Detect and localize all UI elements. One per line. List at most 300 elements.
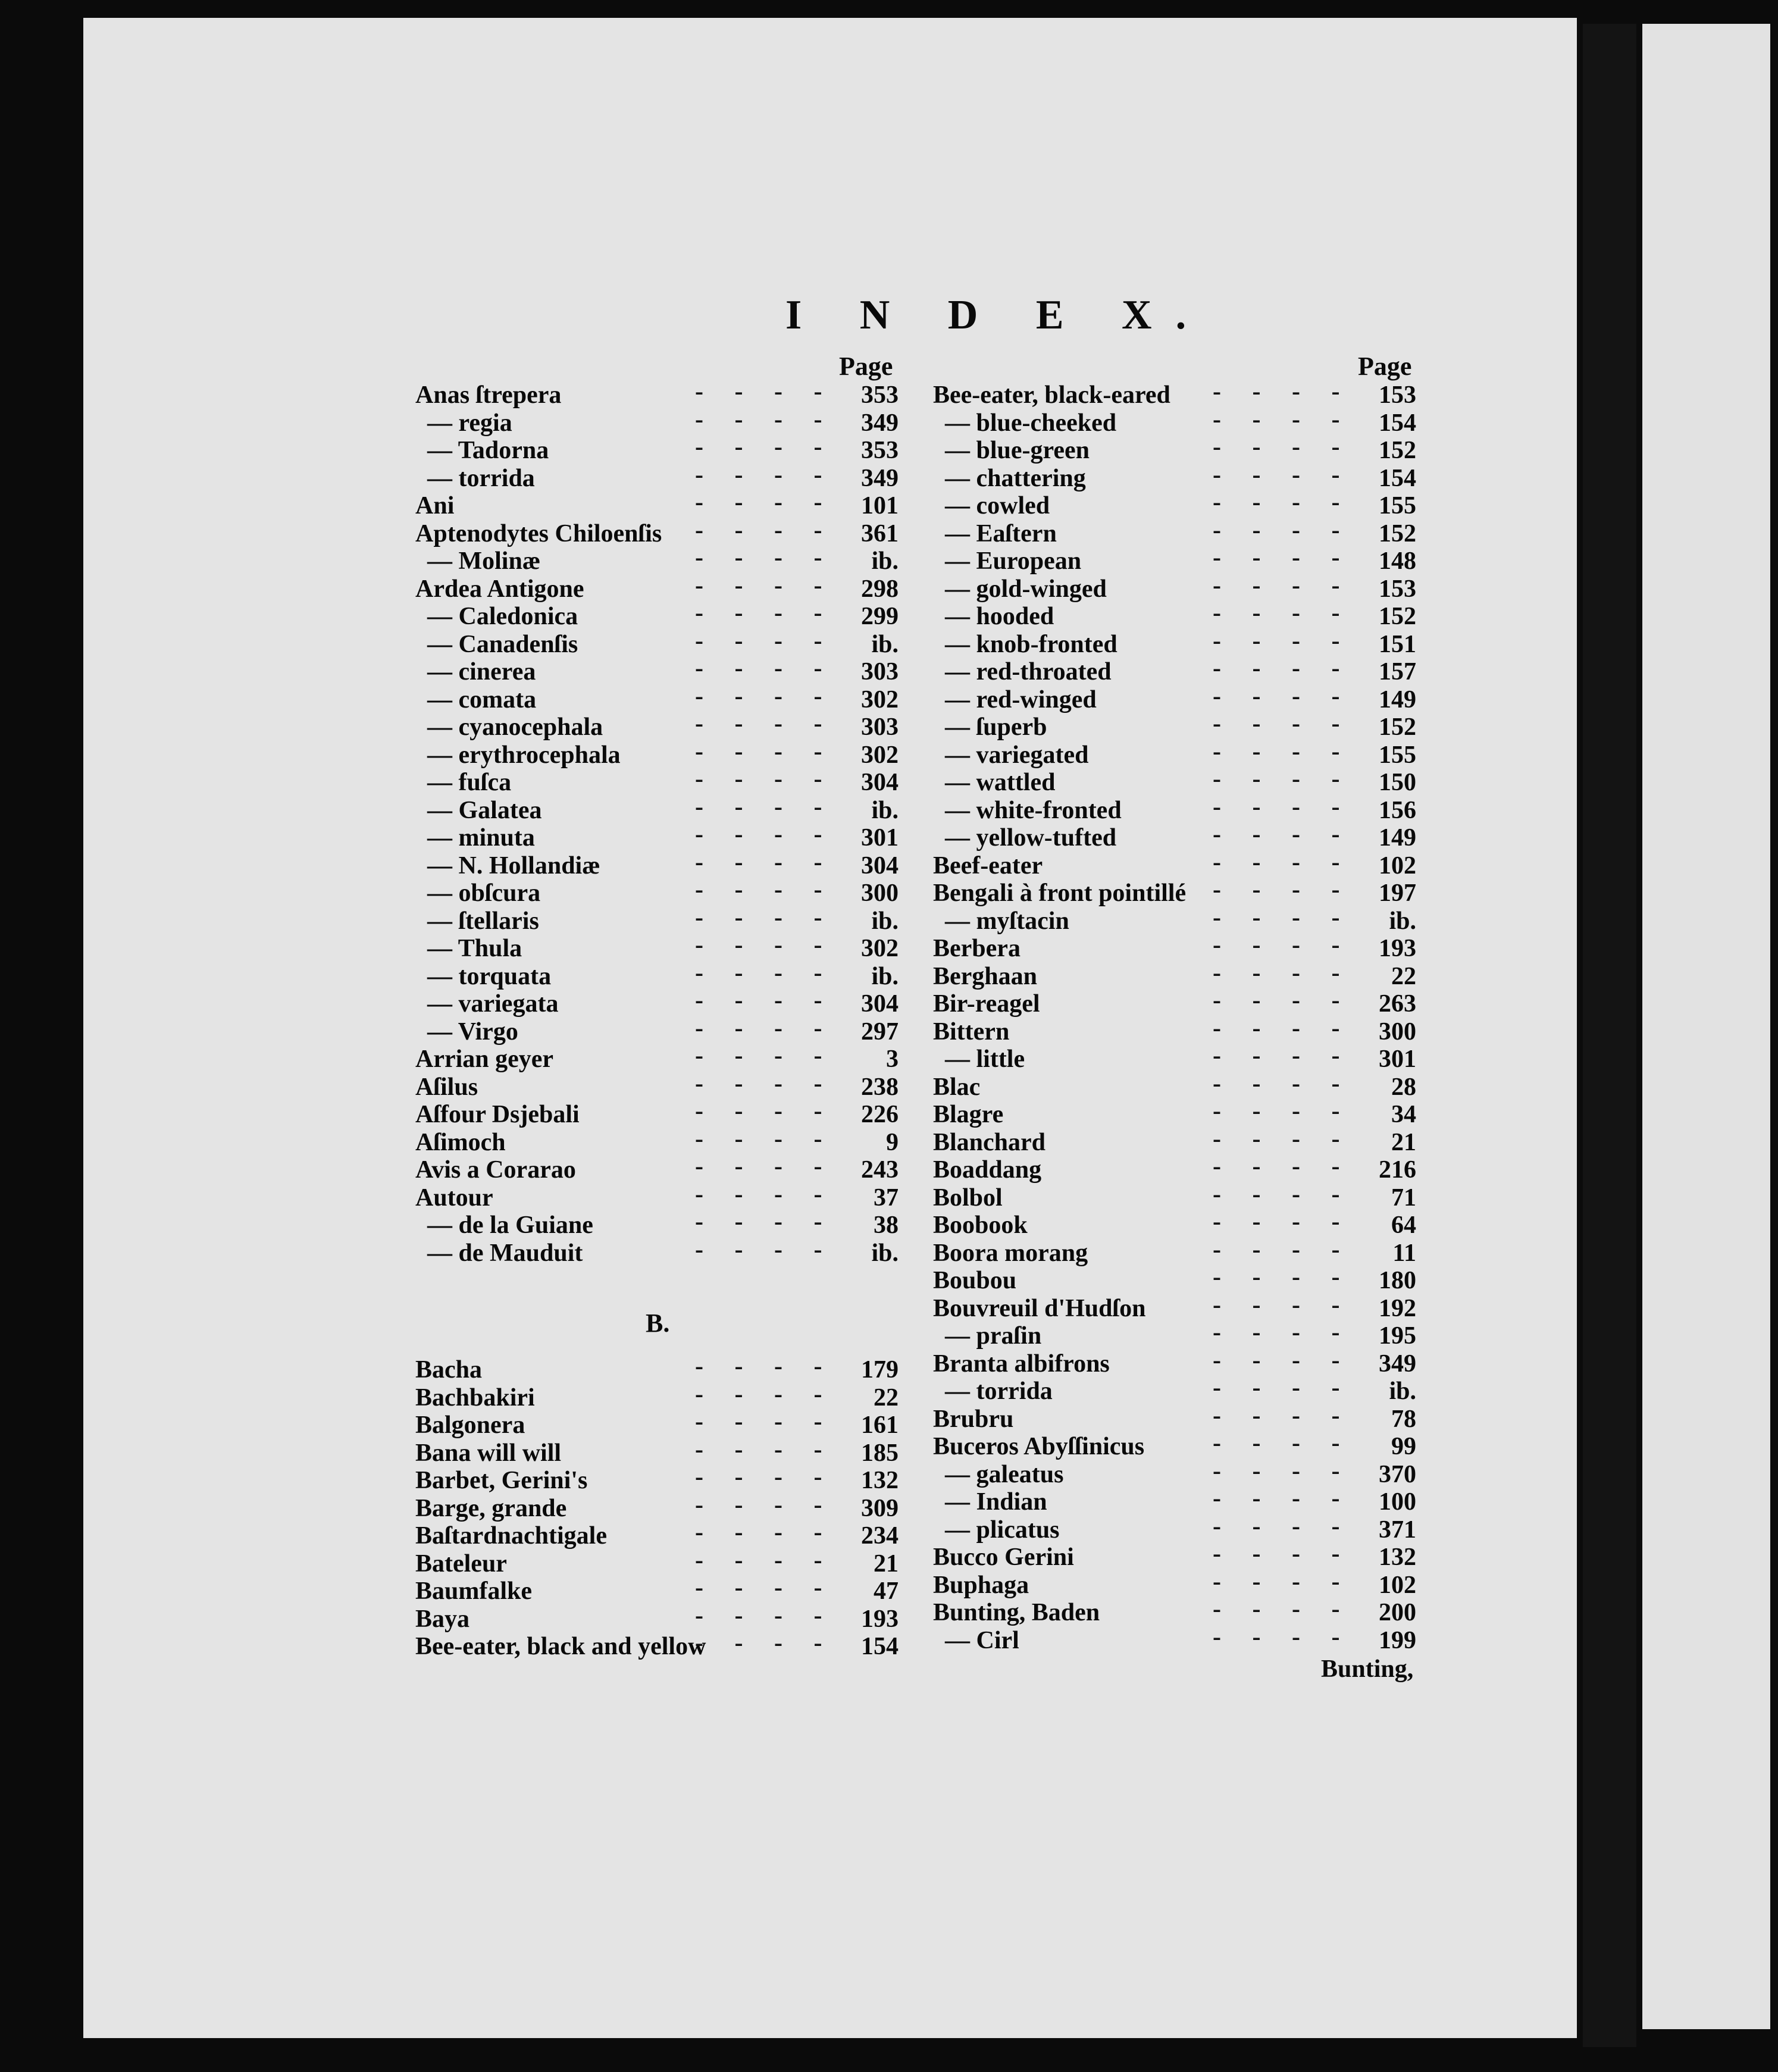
index-entry [933, 821, 1421, 852]
entry-term: Bunting, Baden [933, 1599, 1100, 1626]
section-letter-b: B. [646, 1309, 670, 1338]
entry-page-number: 149 [1379, 686, 1416, 713]
index-entry [415, 1097, 903, 1128]
leader-dashes: - - - - [695, 1153, 822, 1180]
entry-page-number: 234 [861, 1522, 899, 1550]
entry-term: — white-fronted [945, 796, 1122, 824]
entry-term: — torrida [427, 464, 535, 492]
entry-page-number: 155 [1379, 741, 1416, 769]
leader-dashes: - - - - [1213, 737, 1340, 765]
index-entry [415, 959, 903, 990]
entry-term: — Indian [945, 1488, 1047, 1516]
leader-dashes: - - - - [1213, 1595, 1340, 1623]
leader-dashes: - - - - [1213, 599, 1340, 627]
entry-page-number: 304 [861, 769, 899, 796]
leader-dashes: - - - - [695, 544, 822, 571]
entry-page-number: 152 [1379, 603, 1416, 630]
entry-page-number: 22 [874, 1384, 899, 1411]
leader-dashes: - - - - [1213, 682, 1340, 710]
entry-term: Aſfour Dsjebali [415, 1101, 580, 1128]
leader-dashes: - - - - [1213, 959, 1340, 987]
entry-term: — erythrocephala [427, 741, 621, 769]
leader-dashes: - - - - [695, 1069, 822, 1097]
index-entry [933, 1429, 1421, 1460]
entry-term: — de Mauduit [427, 1239, 583, 1267]
leader-dashes: - - - - [1213, 987, 1340, 1014]
entry-term: Buceros Abyſſinicus [933, 1433, 1145, 1460]
index-entry [415, 1601, 903, 1633]
right-index-column [933, 378, 1421, 1654]
entry-page-number: 297 [861, 1018, 899, 1046]
index-entry [933, 1319, 1421, 1350]
leader-dashes: - - - - [1213, 1069, 1340, 1097]
entry-term: Aſilus [415, 1073, 478, 1101]
leader-dashes: - - - - [695, 1574, 822, 1601]
entry-term: Baſtardnachtigale [415, 1522, 607, 1550]
index-entry [415, 1546, 903, 1578]
entry-term: Berghaan [933, 962, 1038, 990]
entry-page-number: 299 [861, 603, 899, 630]
entry-page-number: 216 [1379, 1156, 1416, 1184]
entry-page-number: 353 [861, 381, 899, 409]
entry-page-number: 11 [1392, 1239, 1416, 1267]
leader-dashes: - - - - [695, 1435, 822, 1463]
entry-page-number: 304 [861, 852, 899, 879]
entry-term: — plicatus [945, 1516, 1060, 1544]
index-entry [415, 1180, 903, 1212]
entry-term: Bee-eater, black and yellow [415, 1633, 706, 1660]
entry-page-number: 38 [874, 1212, 899, 1239]
leader-dashes: - - - - [695, 1463, 822, 1491]
index-entry [933, 1623, 1421, 1654]
index-entry [415, 765, 903, 796]
index-entry [415, 1353, 903, 1384]
index-entry [415, 903, 903, 935]
entry-term: Boora morang [933, 1239, 1088, 1267]
leader-dashes: - - - - [1213, 433, 1340, 461]
index-entry [415, 1042, 903, 1073]
index-entry [933, 1263, 1421, 1294]
index-entry [933, 1208, 1421, 1239]
index-entry [933, 737, 1421, 769]
leader-dashes: - - - - [1213, 1208, 1340, 1235]
leader-dashes: - - - - [695, 627, 822, 655]
entry-term: — yellow-tufted [945, 824, 1117, 852]
index-entry [933, 599, 1421, 630]
leader-dashes: - - - - [1213, 405, 1340, 433]
leader-dashes: - - - - [1213, 1623, 1340, 1651]
leader-dashes: - - - - [695, 1601, 822, 1629]
entry-term: Blagre [933, 1101, 1004, 1128]
entry-term: — knob-fronted [945, 630, 1117, 658]
index-entry [415, 461, 903, 492]
entry-page-number: 152 [1379, 437, 1416, 464]
leader-dashes: - - - - [695, 655, 822, 682]
leader-dashes: - - - - [695, 378, 822, 405]
leader-dashes: - - - - [1213, 1291, 1340, 1319]
leader-dashes: - - - - [1213, 1235, 1340, 1263]
entry-term: Brubru [933, 1405, 1014, 1433]
index-entry [415, 848, 903, 879]
entry-page-number: 22 [1391, 962, 1416, 990]
index-entry [415, 1435, 903, 1467]
index-entry [415, 1235, 903, 1267]
entry-term: Bacha [415, 1356, 483, 1384]
leader-dashes: - - - - [695, 931, 822, 959]
index-entry [933, 1180, 1421, 1212]
leader-dashes: - - - - [1213, 516, 1340, 544]
index-entry [933, 1512, 1421, 1544]
entry-page-number: 349 [861, 464, 899, 492]
index-entry [415, 1491, 903, 1522]
leader-dashes: - - - - [1213, 1540, 1340, 1567]
entry-term: — Galatea [427, 796, 542, 824]
leader-dashes: - - - - [1213, 1014, 1340, 1042]
leader-dashes: - - - - [695, 571, 822, 599]
leader-dashes: - - - - [1213, 848, 1340, 876]
index-entry [415, 627, 903, 658]
entry-term: — blue-cheeked [945, 409, 1117, 437]
entry-term: — hooded [945, 603, 1054, 630]
index-entry [415, 1069, 903, 1101]
leader-dashes: - - - - [695, 987, 822, 1014]
entry-term: Branta albifrons [933, 1350, 1110, 1378]
entry-page-number: 101 [861, 492, 899, 519]
entry-page-number: ib. [1389, 1378, 1416, 1405]
index-entry [415, 710, 903, 741]
entry-page-number: 99 [1391, 1433, 1416, 1460]
entry-term: Boobook [933, 1212, 1028, 1239]
index-entry [415, 876, 903, 907]
index-entry [933, 1014, 1421, 1046]
entry-term: Aſimoch [415, 1128, 506, 1156]
entry-page-number: 154 [1379, 464, 1416, 492]
entry-page-number: 200 [1379, 1599, 1416, 1626]
entry-page-number: 304 [861, 990, 899, 1018]
index-entry [933, 1069, 1421, 1101]
index-entry [933, 544, 1421, 575]
entry-term: — Tadorna [427, 437, 549, 464]
entry-term: — torrida [945, 1378, 1053, 1405]
entry-page-number: 192 [1379, 1294, 1416, 1322]
entry-term: Bir-reagel [933, 990, 1040, 1018]
index-entry [933, 987, 1421, 1018]
index-entry [933, 516, 1421, 547]
leader-dashes: - - - - [695, 489, 822, 516]
entry-page-number: 303 [861, 658, 899, 686]
entry-term: — little [945, 1046, 1025, 1073]
entry-term: Barbet, Gerini's [415, 1467, 588, 1494]
entry-page-number: 100 [1379, 1488, 1416, 1516]
leader-dashes: - - - - [1213, 489, 1340, 516]
entry-page-number: ib. [1389, 907, 1416, 935]
entry-term: — Caledonica [427, 603, 578, 630]
entry-page-number: ib. [871, 796, 899, 824]
leader-dashes: - - - - [1213, 571, 1340, 599]
index-entry [415, 737, 903, 769]
leader-dashes: - - - - [695, 433, 822, 461]
entry-term: Boubou [933, 1267, 1017, 1294]
index-entry [415, 1574, 903, 1605]
entry-term: — Thula [427, 935, 522, 962]
leader-dashes: - - - - [1213, 1567, 1340, 1595]
entry-term: — Canadenſis [427, 630, 578, 658]
entry-page-number: 149 [1379, 824, 1416, 852]
leader-dashes: - - - - [695, 821, 822, 848]
entry-term: — cyanocephala [427, 713, 603, 741]
entry-page-number: 226 [861, 1101, 899, 1128]
leader-dashes: - - - - [1213, 1429, 1340, 1457]
entry-term: — blue-green [945, 437, 1090, 464]
entry-term: Boaddang [933, 1156, 1042, 1184]
leader-dashes: - - - - [1213, 821, 1340, 848]
leader-dashes: - - - - [1213, 876, 1340, 903]
index-entry [415, 1408, 903, 1439]
entry-page-number: 9 [886, 1128, 899, 1156]
leader-dashes: - - - - [1213, 1153, 1340, 1180]
leader-dashes: - - - - [1213, 378, 1340, 405]
entry-page-number: 132 [861, 1467, 899, 1494]
entry-page-number: 238 [861, 1073, 899, 1101]
entry-term: — red-winged [945, 686, 1097, 713]
leader-dashes: - - - - [1213, 1319, 1340, 1346]
entry-term: — variegated [945, 741, 1089, 769]
leader-dashes: - - - - [695, 903, 822, 931]
leader-dashes: - - - - [1213, 1401, 1340, 1429]
entry-page-number: 298 [861, 575, 899, 603]
entry-term: — fuſca [427, 769, 512, 796]
entry-page-number: 152 [1379, 519, 1416, 547]
index-entry [415, 1463, 903, 1494]
entry-term: Avis a Corarao [415, 1156, 576, 1184]
entry-term: — obſcura [427, 879, 541, 907]
index-entry [415, 1629, 903, 1660]
index-entry [933, 378, 1421, 409]
entry-page-number: 303 [861, 713, 899, 741]
index-entry [933, 1153, 1421, 1184]
index-entry [933, 1346, 1421, 1378]
entry-page-number: 102 [1379, 852, 1416, 879]
index-entry [933, 793, 1421, 824]
leader-dashes: - - - - [695, 1097, 822, 1125]
index-entry [933, 931, 1421, 962]
index-entry [415, 544, 903, 575]
entry-term: Berbera [933, 935, 1021, 962]
entry-page-number: 152 [1379, 713, 1416, 741]
index-entry [415, 1153, 903, 1184]
index-entry [933, 1457, 1421, 1488]
entry-term: Beef-eater [933, 852, 1043, 879]
entry-page-number: 195 [1379, 1322, 1416, 1350]
entry-page-number: 180 [1379, 1267, 1416, 1294]
index-entry [933, 959, 1421, 990]
entry-term: Blac [933, 1073, 981, 1101]
entry-term: — N. Hollandiæ [427, 852, 600, 879]
index-entry [415, 821, 903, 852]
leader-dashes: - - - - [695, 1519, 822, 1546]
entry-page-number: 132 [1379, 1544, 1416, 1571]
leader-dashes: - - - - [695, 599, 822, 627]
index-entry [933, 1374, 1421, 1405]
entry-term: — myſtacin [945, 907, 1069, 935]
leader-dashes: - - - - [695, 848, 822, 876]
index-entry [933, 1540, 1421, 1571]
index-entry [933, 1042, 1421, 1073]
entry-page-number: 370 [1379, 1460, 1416, 1488]
entry-page-number: 301 [1379, 1046, 1416, 1073]
left-page-column-head: Page [839, 352, 893, 381]
entry-term: — variegata [427, 990, 559, 1018]
entry-page-number: ib. [871, 907, 899, 935]
entry-term: Barge, grande [415, 1494, 567, 1522]
entry-page-number: 301 [861, 824, 899, 852]
index-entry [933, 848, 1421, 879]
entry-page-number: 353 [861, 437, 899, 464]
entry-term: — comata [427, 686, 537, 713]
entry-term: Bengali à front pointillé [933, 879, 1187, 907]
index-entry [415, 793, 903, 824]
entry-page-number: 37 [874, 1184, 899, 1212]
leader-dashes: - - - - [695, 1014, 822, 1042]
leader-dashes: - - - - [695, 710, 822, 737]
entry-page-number: 349 [861, 409, 899, 437]
leader-dashes: - - - - [695, 876, 822, 903]
entry-page-number: 302 [861, 935, 899, 962]
leader-dashes: - - - - [1213, 1263, 1340, 1291]
index-entry [933, 405, 1421, 437]
entry-page-number: 179 [861, 1356, 899, 1384]
entry-term: — de la Guiane [427, 1212, 593, 1239]
index-entry [933, 1567, 1421, 1599]
index-entry [933, 903, 1421, 935]
leader-dashes: - - - - [1213, 903, 1340, 931]
entry-page-number: 154 [861, 1633, 899, 1660]
index-entry [415, 987, 903, 1018]
entry-term: Buphaga [933, 1571, 1029, 1599]
leader-dashes: - - - - [1213, 1346, 1340, 1374]
leader-dashes: - - - - [695, 1180, 822, 1208]
index-entry [415, 516, 903, 547]
entry-page-number: 300 [861, 879, 899, 907]
entry-page-number: 28 [1391, 1073, 1416, 1101]
entry-term: Anas ſtrepera [415, 381, 562, 409]
index-entry [415, 1519, 903, 1550]
index-entry [415, 571, 903, 603]
entry-page-number: 150 [1379, 769, 1416, 796]
leader-dashes: - - - - [695, 461, 822, 489]
left-index-column [415, 378, 903, 1267]
entry-term: — European [945, 547, 1082, 575]
entry-page-number: 302 [861, 741, 899, 769]
entry-term: — regia [427, 409, 512, 437]
index-entry [933, 1235, 1421, 1267]
entry-page-number: 157 [1379, 658, 1416, 686]
catchword: Bunting, [1321, 1655, 1414, 1683]
entry-term: — Eaſtern [945, 519, 1057, 547]
index-entry [933, 682, 1421, 713]
entry-term: Bee-eater, black-eared [933, 381, 1170, 409]
entry-term: — cinerea [427, 658, 536, 686]
entry-term: — wattled [945, 769, 1056, 796]
leader-dashes: - - - - [1213, 1457, 1340, 1485]
index-entry [933, 765, 1421, 796]
entry-term: Bana will will [415, 1439, 562, 1467]
index-entry [933, 710, 1421, 741]
index-entry [933, 571, 1421, 603]
entry-term: Aptenodytes Chiloenſis [415, 519, 662, 547]
entry-page-number: 193 [1379, 935, 1416, 962]
leader-dashes: - - - - [695, 1380, 822, 1408]
entry-page-number: 193 [861, 1605, 899, 1633]
entry-page-number: 153 [1379, 575, 1416, 603]
entry-page-number: 361 [861, 519, 899, 547]
leader-dashes: - - - - [1213, 1180, 1340, 1208]
index-entry [415, 1380, 903, 1411]
leader-dashes: - - - - [1213, 1125, 1340, 1153]
entry-page-number: 243 [861, 1156, 899, 1184]
entry-page-number: 263 [1379, 990, 1416, 1018]
entry-page-number: 300 [1379, 1018, 1416, 1046]
entry-term: Ardea Antigone [415, 575, 584, 603]
entry-page-number: 153 [1379, 381, 1416, 409]
entry-term: Blanchard [933, 1128, 1046, 1156]
left-index-column-b [415, 1353, 903, 1660]
entry-term: — cowled [945, 492, 1050, 519]
entry-page-number: 151 [1379, 630, 1416, 658]
leader-dashes: - - - - [695, 1629, 822, 1657]
entry-term: — minuta [427, 824, 535, 852]
entry-term: — gold-winged [945, 575, 1107, 603]
entry-page-number: 161 [861, 1411, 899, 1439]
entry-page-number: 156 [1379, 796, 1416, 824]
leader-dashes: - - - - [695, 1353, 822, 1380]
index-entry [415, 655, 903, 686]
leader-dashes: - - - - [695, 516, 822, 544]
leader-dashes: - - - - [1213, 710, 1340, 737]
leader-dashes: - - - - [695, 682, 822, 710]
entry-page-number: 21 [874, 1550, 899, 1578]
right-page-column-head: Page [1358, 352, 1412, 381]
entry-term: Bittern [933, 1018, 1010, 1046]
index-title: I N D E X. [785, 292, 1210, 338]
leader-dashes: - - - - [1213, 793, 1340, 821]
index-entry [415, 682, 903, 713]
index-entry [933, 433, 1421, 464]
index-entry [933, 1401, 1421, 1433]
index-entry [933, 1485, 1421, 1516]
index-entry [415, 378, 903, 409]
entry-page-number: 309 [861, 1494, 899, 1522]
entry-page-number: 371 [1379, 1516, 1416, 1544]
index-entry [933, 627, 1421, 658]
leader-dashes: - - - - [1213, 461, 1340, 489]
entry-term: Ani [415, 492, 455, 519]
entry-term: — Virgo [427, 1018, 518, 1046]
index-entry [933, 876, 1421, 907]
entry-term: — galeatus [945, 1460, 1064, 1488]
entry-page-number: ib. [871, 962, 899, 990]
index-entry [415, 1208, 903, 1239]
index-entry [933, 1125, 1421, 1156]
entry-term: Baumfalke [415, 1578, 533, 1605]
leader-dashes: - - - - [695, 1546, 822, 1574]
index-entry [415, 931, 903, 962]
entry-page-number: ib. [871, 1239, 899, 1267]
entry-term: Autour [415, 1184, 493, 1212]
entry-term: — Cirl [945, 1626, 1019, 1654]
entry-page-number: 148 [1379, 547, 1416, 575]
index-entry [933, 461, 1421, 492]
